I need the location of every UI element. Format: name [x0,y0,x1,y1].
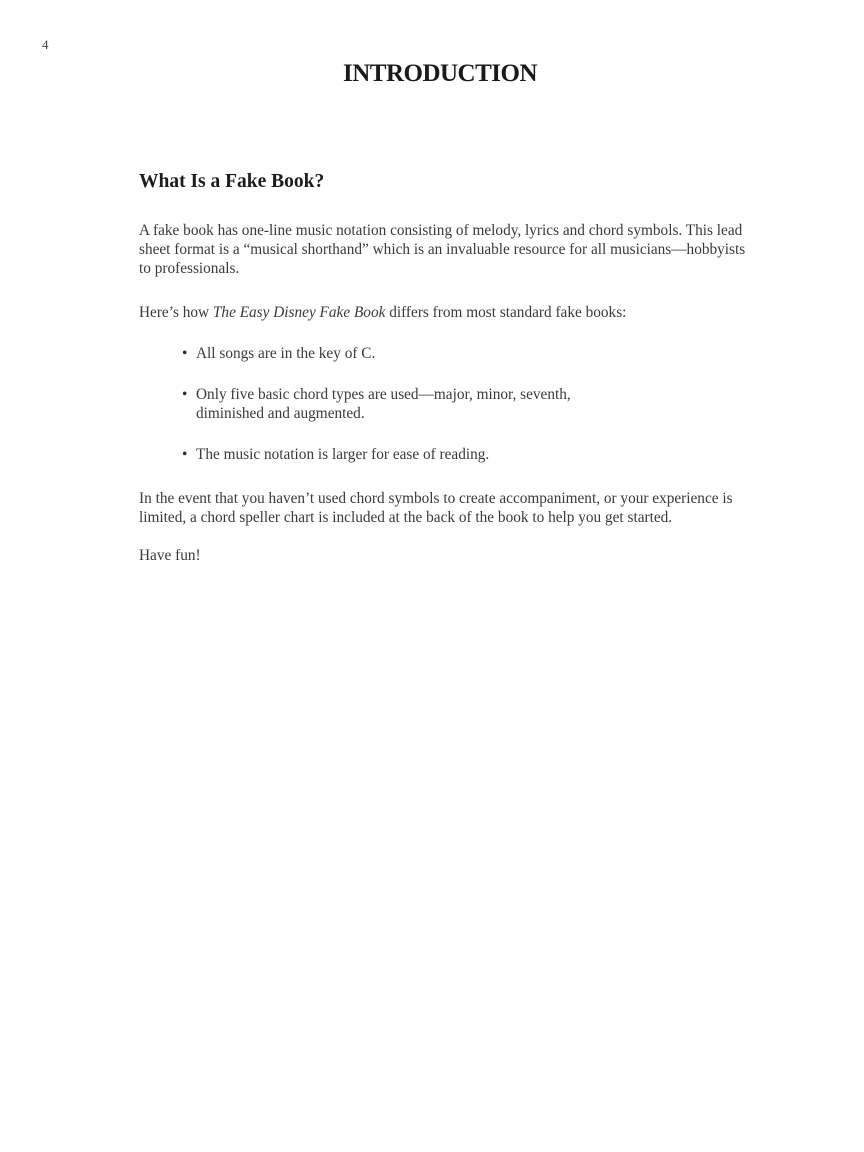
bullet-icon: • [182,446,188,463]
page-content [139,172,749,565]
paragraph-differences-suffix: differs from most standard fake books: [385,304,627,321]
bullet-icon: • [182,386,188,403]
list-item [139,344,616,363]
paragraph-fake-book-definition: A fake book has one-line music notation consisting of melody, lyrics and chord symbols. This lead sheet format is a “musical shorthand” which is an invaluable resource for all musicians—hobbyists to professionals. [139,222,746,277]
bullet-icon: • [182,345,188,362]
page-title: INTRODUCTION [342,60,538,87]
page-number: 4 [42,37,49,52]
feature-bullet-list [139,344,749,464]
list-item [139,385,616,423]
list-item [139,445,616,464]
closing-text: Have fun! [139,547,201,564]
section-heading: What Is a Fake Book? [139,171,325,192]
bullet-text: Only five basic chord types are used—major, minor, seventh, diminished and augmented. [196,386,571,422]
bullet-text: All songs are in the key of C. [196,345,376,362]
paragraph-differences-intro [139,303,749,322]
paragraph-differences-prefix: Here’s how [139,304,213,321]
bullet-text: The music notation is larger for ease of reading. [196,446,490,463]
book-title-text: The Easy Disney Fake Book [212,304,386,321]
paragraph-chord-speller-note: In the event that you haven’t used chord symbols to create accompaniment, or your experience is limited, a chord speller chart is included at the back of the book to help you get started. [139,490,733,526]
